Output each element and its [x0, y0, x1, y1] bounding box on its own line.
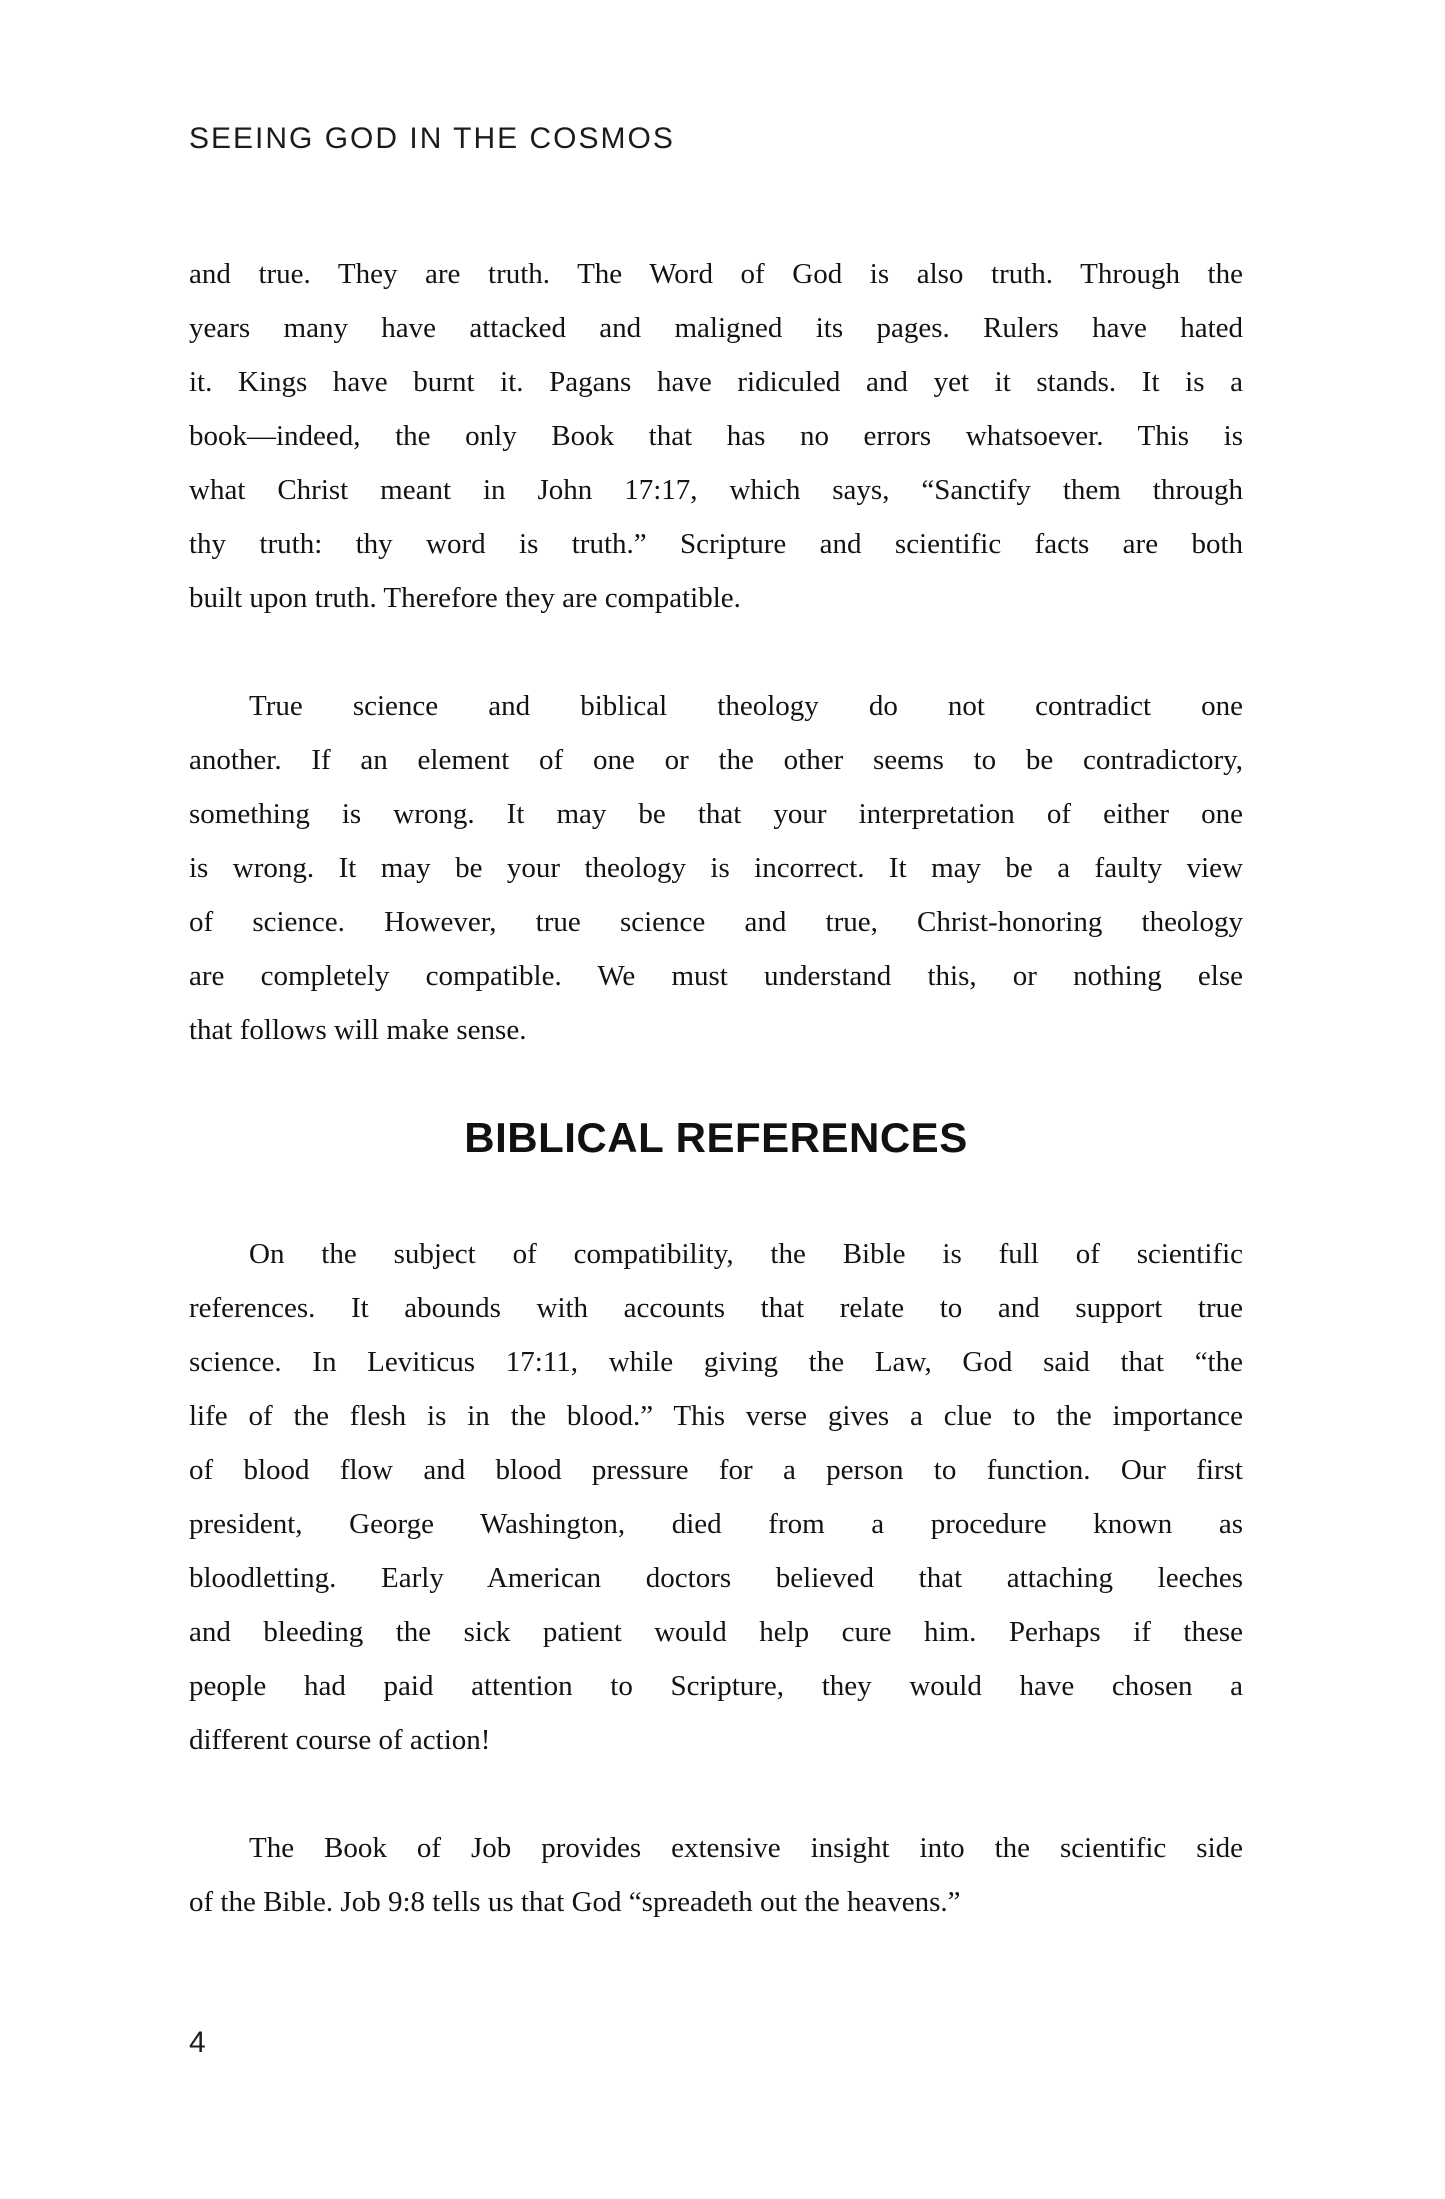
text-line: and bleeding the sick patient would help cure him. Perhaps if these: [189, 1616, 1243, 1648]
text-line: of blood flow and blood pressure for a person to function. Our first: [189, 1454, 1243, 1486]
text-line: thy truth: thy word is truth.” Scripture and scientific facts are both: [189, 528, 1243, 560]
paragraph: [189, 1821, 1243, 1929]
text-line: different course of action!: [189, 1724, 491, 1756]
text-line: The Book of Job provides extensive insight into the scientific side: [249, 1832, 1243, 1864]
text-line: built upon truth. Therefore they are compatible.: [189, 582, 741, 614]
text-line: life of the flesh is in the blood.” This verse gives a clue to the importance: [189, 1400, 1243, 1432]
running-header: SEEING GOD IN THE COSMOS: [189, 122, 675, 155]
text-line: of science. However, true science and true, Christ-honoring theology: [189, 906, 1243, 938]
paragraph: [189, 679, 1243, 1057]
text-line: years many have attacked and maligned its pages. Rulers have hated: [189, 312, 1243, 344]
paragraph: [189, 247, 1243, 625]
page-number: 4: [189, 2026, 206, 2059]
text-line: are completely compatible. We must understand this, or nothing else: [189, 960, 1243, 992]
text-line: True science and biblical theology do not contradict one: [249, 690, 1243, 722]
text-line: book—indeed, the only Book that has no errors whatsoever. This is: [189, 420, 1243, 452]
text-line: is wrong. It may be your theology is incorrect. It may be a faulty view: [189, 852, 1243, 884]
text-line: bloodletting. Early American doctors believed that attaching leeches: [189, 1562, 1243, 1594]
paragraph: [189, 1227, 1243, 1767]
text-line: references. It abounds with accounts that relate to and support true: [189, 1292, 1243, 1324]
text-line: On the subject of compatibility, the Bible is full of scientific: [249, 1238, 1243, 1270]
body-text: [189, 247, 1243, 1983]
text-line: what Christ meant in John 17:17, which says, “Sanctify them through: [189, 474, 1243, 506]
text-line: president, George Washington, died from a procedure known as: [189, 1508, 1243, 1540]
text-line: something is wrong. It may be that your interpretation of either one: [189, 798, 1243, 830]
text-line: it. Kings have burnt it. Pagans have ridiculed and yet it stands. It is a: [189, 366, 1243, 398]
text-line: and true. They are truth. The Word of God is also truth. Through the: [189, 258, 1243, 290]
section-heading: BIBLICAL REFERENCES: [464, 1114, 968, 1161]
text-line: of the Bible. Job 9:8 tells us that God “spreadeth out the heavens.”: [189, 1886, 961, 1918]
text-line: people had paid attention to Scripture, they would have chosen a: [189, 1670, 1243, 1702]
text-line: that follows will make sense.: [189, 1014, 527, 1046]
text-line: science. In Leviticus 17:11, while giving the Law, God said that “the: [189, 1346, 1243, 1378]
text-line: another. If an element of one or the other seems to be contradictory,: [189, 744, 1243, 776]
